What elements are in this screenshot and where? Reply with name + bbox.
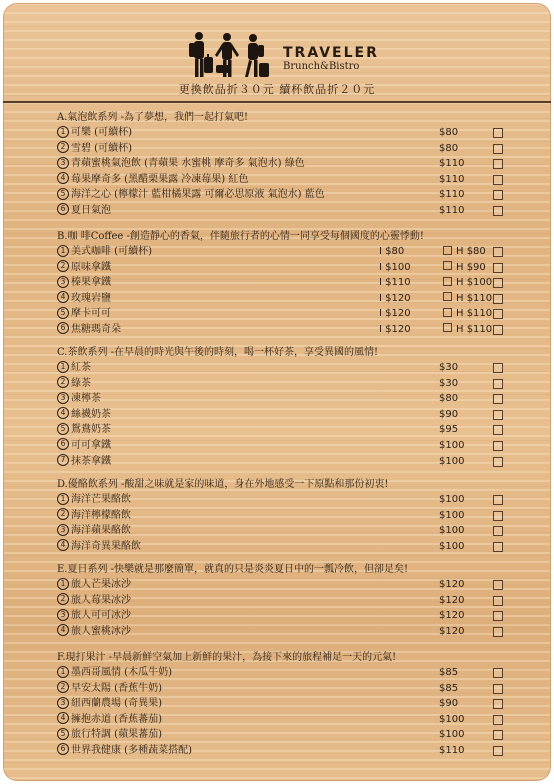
dual-price: [379, 244, 508, 260]
item-name: 海洋之心 (檸檬汁 藍柑橘果露 可爾必思原液 氣泡水) 藍色: [71, 189, 325, 201]
item-number: 1: [57, 666, 69, 678]
menu-item: [57, 696, 533, 712]
hot-price: H $110: [456, 308, 493, 320]
header-divider: [3, 101, 551, 103]
item-price: $120: [439, 610, 465, 622]
order-checkbox[interactable]: [493, 580, 503, 590]
hot-price: H $100: [456, 277, 493, 289]
item-number: 6: [57, 322, 69, 334]
item-price: $110: [439, 158, 465, 170]
item-number: 4: [57, 712, 69, 724]
item-number: 2: [57, 593, 69, 605]
dual-price: [379, 260, 508, 276]
item-number: 6: [57, 438, 69, 450]
hot-price: H $110: [456, 323, 493, 335]
menu-item: [57, 454, 533, 470]
iced-price: I $120: [379, 308, 411, 320]
item-number: 5: [57, 307, 69, 319]
item-number: 2: [57, 260, 69, 272]
item-number: 5: [57, 728, 69, 740]
item-name: 世界我健康 (多種蔬菜搭配): [71, 744, 192, 756]
menu-section: [57, 346, 533, 469]
item-price: $100: [439, 509, 465, 521]
item-name: 墨西哥風情 (木瓜牛奶): [71, 667, 172, 678]
menu-item: [57, 577, 533, 593]
menu-item: [57, 322, 533, 338]
menu-item: [57, 608, 533, 624]
item-name: 旅人莓果冰沙: [71, 594, 131, 606]
iced-checkbox[interactable]: [443, 261, 452, 270]
item-price: $100: [439, 455, 465, 467]
order-checkbox[interactable]: [493, 441, 503, 451]
menu-section: [57, 563, 533, 639]
item-price: $110: [439, 744, 465, 756]
dual-price: [379, 275, 508, 291]
menu-item: [57, 306, 533, 322]
order-checkbox[interactable]: [493, 278, 503, 288]
item-number: 5: [57, 188, 69, 200]
order-checkbox[interactable]: [493, 668, 503, 678]
brand-subtitle: Brunch&Bistro: [283, 61, 360, 72]
item-price: $30: [439, 362, 459, 373]
menu-item: [57, 172, 533, 188]
menu-item: [57, 187, 533, 203]
item-name: 海洋蘋果酪飲: [71, 525, 131, 537]
order-checkbox[interactable]: [493, 627, 503, 637]
item-name: 絲襪奶茶: [71, 408, 111, 420]
iced-checkbox[interactable]: [443, 277, 452, 286]
item-name: 擁抱赤道 (香蕉蕃茄): [71, 713, 162, 725]
section-title: B.咖 啡Coffee -創造靜心的香氣，伴隨旅行者的心情一同享受每個國度的心靈悸動!: [57, 231, 424, 242]
item-price: $95: [439, 424, 459, 436]
item-number: 4: [57, 407, 69, 419]
item-number: 7: [57, 454, 69, 466]
order-checkbox[interactable]: [493, 542, 503, 552]
item-price: $110: [439, 173, 465, 185]
menu-item: [57, 438, 533, 454]
iced-checkbox[interactable]: [443, 246, 452, 255]
item-price: $120: [439, 594, 465, 606]
item-price: $100: [439, 540, 465, 552]
menu-section: [57, 111, 533, 219]
item-name: 海洋奇異果酪飲: [71, 540, 141, 552]
iced-checkbox[interactable]: [443, 308, 452, 317]
order-checkbox[interactable]: [493, 511, 503, 521]
order-checkbox[interactable]: [493, 206, 503, 216]
item-number: 4: [57, 172, 69, 184]
menu-item: [57, 665, 533, 681]
section-title: F.現打果汁 -早晨新鮮空氣加上新鮮的果汁，為接下來的旅程補足一天的元氣!: [57, 652, 397, 663]
order-checkbox[interactable]: [493, 144, 503, 154]
menu-item: [57, 391, 533, 407]
iced-checkbox[interactable]: [443, 323, 452, 332]
item-price: $90: [439, 408, 459, 420]
item-name: 海洋芒果酪飲: [71, 494, 131, 505]
item-price: $80: [439, 393, 459, 405]
section-title: A.氣泡飲系列 -為了夢想，我們一起打氣吧!: [57, 112, 248, 123]
item-number: 6: [57, 203, 69, 215]
brand-block: [283, 45, 379, 73]
order-checkbox[interactable]: [493, 611, 503, 621]
menu-section: [57, 651, 533, 759]
item-number: 2: [57, 376, 69, 388]
item-price: $100: [439, 729, 465, 741]
item-price: $100: [439, 525, 465, 537]
order-checkbox[interactable]: [493, 363, 503, 373]
item-price: $100: [439, 439, 465, 451]
hot-price: H $90: [456, 261, 486, 273]
order-checkbox[interactable]: [493, 495, 503, 505]
order-checkbox[interactable]: [493, 309, 503, 319]
section-title: C.茶飲系列 -在早晨的時光與午後的時刻，喝一杯好茶，享受異國的風情!: [57, 347, 379, 358]
item-name: 旅人蜜桃冰沙: [71, 625, 131, 637]
menu-item: [57, 376, 533, 392]
menu-item: [57, 203, 533, 219]
menu-item: [57, 743, 533, 759]
item-number: 1: [57, 361, 69, 373]
item-number: 3: [57, 697, 69, 709]
item-name: 雪碧 (可續杯): [71, 142, 132, 154]
menu-item: [57, 712, 533, 728]
section-title: E.夏日系列 -快樂就是那麼簡單，就真的只是炎炎夏日中的一瓢冷飲，但卻足矣!: [57, 564, 409, 575]
item-price: $110: [439, 204, 465, 216]
brand-title: TRAVELER: [283, 45, 379, 61]
iced-price: I $100: [379, 261, 411, 273]
menu-item: [57, 727, 533, 743]
item-number: 2: [57, 508, 69, 520]
item-price: $100: [439, 494, 465, 505]
section-title: D.優酪飲系列 -酸甜之味就是家的味道，身在外地感受一下原點和那份初衷!: [57, 479, 389, 490]
order-checkbox[interactable]: [493, 730, 503, 740]
item-price: $30: [439, 377, 459, 389]
order-checkbox[interactable]: [493, 425, 503, 435]
item-name: 早安太陽 (香蕉牛奶): [71, 682, 162, 694]
menu-item: [57, 360, 533, 376]
iced-price: I $80: [379, 246, 405, 257]
item-price: $85: [439, 682, 459, 694]
order-checkbox[interactable]: [493, 746, 503, 756]
item-name: 旅人芒果冰沙: [71, 579, 131, 590]
item-number: 2: [57, 141, 69, 153]
item-price: $110: [439, 189, 465, 201]
order-checkbox[interactable]: [493, 410, 503, 420]
item-number: 3: [57, 609, 69, 621]
item-name: 青蘋蜜桃氣泡飲 (青蘋果 水蜜桃 摩奇多 氣泡水) 綠色: [71, 158, 305, 170]
menu-item: [57, 125, 533, 141]
item-name: 摩卡可可: [71, 308, 111, 320]
order-checkbox[interactable]: [493, 457, 503, 467]
menu-header: [3, 3, 551, 103]
order-checkbox[interactable]: [493, 715, 503, 725]
item-name: 旅人可可冰沙: [71, 610, 131, 622]
item-number: 1: [57, 126, 69, 138]
menu-item: [57, 523, 533, 539]
order-checkbox[interactable]: [493, 128, 503, 138]
menu-item: [57, 260, 533, 276]
iced-price: I $120: [379, 323, 411, 335]
item-number: 4: [57, 624, 69, 636]
order-checkbox[interactable]: [493, 379, 503, 389]
item-name: 美式咖啡 (可續杯): [71, 246, 152, 257]
menu-item: [57, 593, 533, 609]
promo-text: 更換飲品折３０元 續杯飲品折２０元: [178, 83, 376, 96]
item-number: 4: [57, 291, 69, 303]
menu-card: [3, 3, 551, 781]
menu-item: [57, 141, 533, 157]
item-name: 可可拿鐵: [71, 439, 111, 451]
item-price: $90: [439, 698, 459, 710]
menu-item: [57, 539, 533, 555]
order-checkbox[interactable]: [493, 325, 503, 335]
iced-price: I $120: [379, 292, 411, 304]
item-price: $80: [439, 142, 459, 154]
menu-item: [57, 681, 533, 697]
order-checkbox[interactable]: [493, 175, 503, 185]
item-number: 3: [57, 157, 69, 169]
menu-item: [57, 407, 533, 423]
menu-item: [57, 291, 533, 307]
item-number: 3: [57, 392, 69, 404]
item-price: $80: [439, 127, 459, 138]
item-number: 3: [57, 524, 69, 536]
menu-item: [57, 156, 533, 172]
order-checkbox[interactable]: [493, 394, 503, 404]
item-price: $100: [439, 713, 465, 725]
item-price: $85: [439, 667, 459, 678]
dual-price: [379, 306, 508, 322]
item-name: 旅行特調 (蘋果蕃茄): [71, 729, 162, 741]
order-checkbox[interactable]: [493, 294, 503, 304]
item-name: 可樂 (可續杯): [71, 127, 132, 138]
item-number: 6: [57, 743, 69, 755]
item-name: 玫瑰岩鹽: [71, 292, 111, 304]
hot-price: H $110: [456, 292, 493, 304]
item-number: 1: [57, 493, 69, 505]
item-name: 紐西蘭農場 (奇異果): [71, 698, 162, 710]
item-name: 紅茶: [71, 362, 91, 373]
item-number: 1: [57, 578, 69, 590]
item-name: 榛果拿鐵: [71, 277, 111, 289]
menu-item: [57, 275, 533, 291]
item-name: 抹茶拿鐵: [71, 455, 111, 467]
menu-item: [57, 244, 533, 260]
order-checkbox[interactable]: [493, 699, 503, 709]
menu-item: [57, 508, 533, 524]
order-checkbox[interactable]: [493, 684, 503, 694]
item-number: 3: [57, 276, 69, 288]
item-name: 焦糖瑪奇朵: [71, 323, 121, 335]
item-name: 綠茶: [71, 377, 91, 389]
dual-price: [379, 291, 508, 307]
item-price: $120: [439, 579, 465, 590]
order-checkbox[interactable]: [493, 263, 503, 273]
item-number: 5: [57, 423, 69, 435]
menu-section: [57, 478, 533, 554]
menu-section: [57, 230, 533, 338]
order-checkbox[interactable]: [493, 526, 503, 536]
item-name: 夏日氣泡: [71, 204, 111, 216]
order-checkbox[interactable]: [493, 159, 503, 169]
item-number: 2: [57, 681, 69, 693]
iced-price: I $110: [379, 277, 411, 289]
item-name: 原味拿鐵: [71, 261, 111, 273]
item-name: 海洋檸檬酪飲: [71, 509, 131, 521]
order-checkbox[interactable]: [493, 596, 503, 606]
order-checkbox[interactable]: [493, 247, 503, 257]
order-checkbox[interactable]: [493, 190, 503, 200]
dual-price: [379, 322, 508, 338]
iced-checkbox[interactable]: [443, 292, 452, 301]
item-name: 鴛鴦奶茶: [71, 424, 111, 436]
menu-item: [57, 422, 533, 438]
item-number: 1: [57, 245, 69, 257]
item-name: 凍檸茶: [71, 393, 101, 405]
menu-item: [57, 492, 533, 508]
item-number: 4: [57, 539, 69, 551]
item-price: $120: [439, 625, 465, 637]
hot-price: H $80: [456, 246, 486, 257]
menu-item: [57, 624, 533, 640]
item-name: 莓果摩奇多 (黑醋栗果露 冷凍莓果) 紅色: [71, 173, 249, 185]
travelers-logo-icon: [185, 31, 271, 81]
